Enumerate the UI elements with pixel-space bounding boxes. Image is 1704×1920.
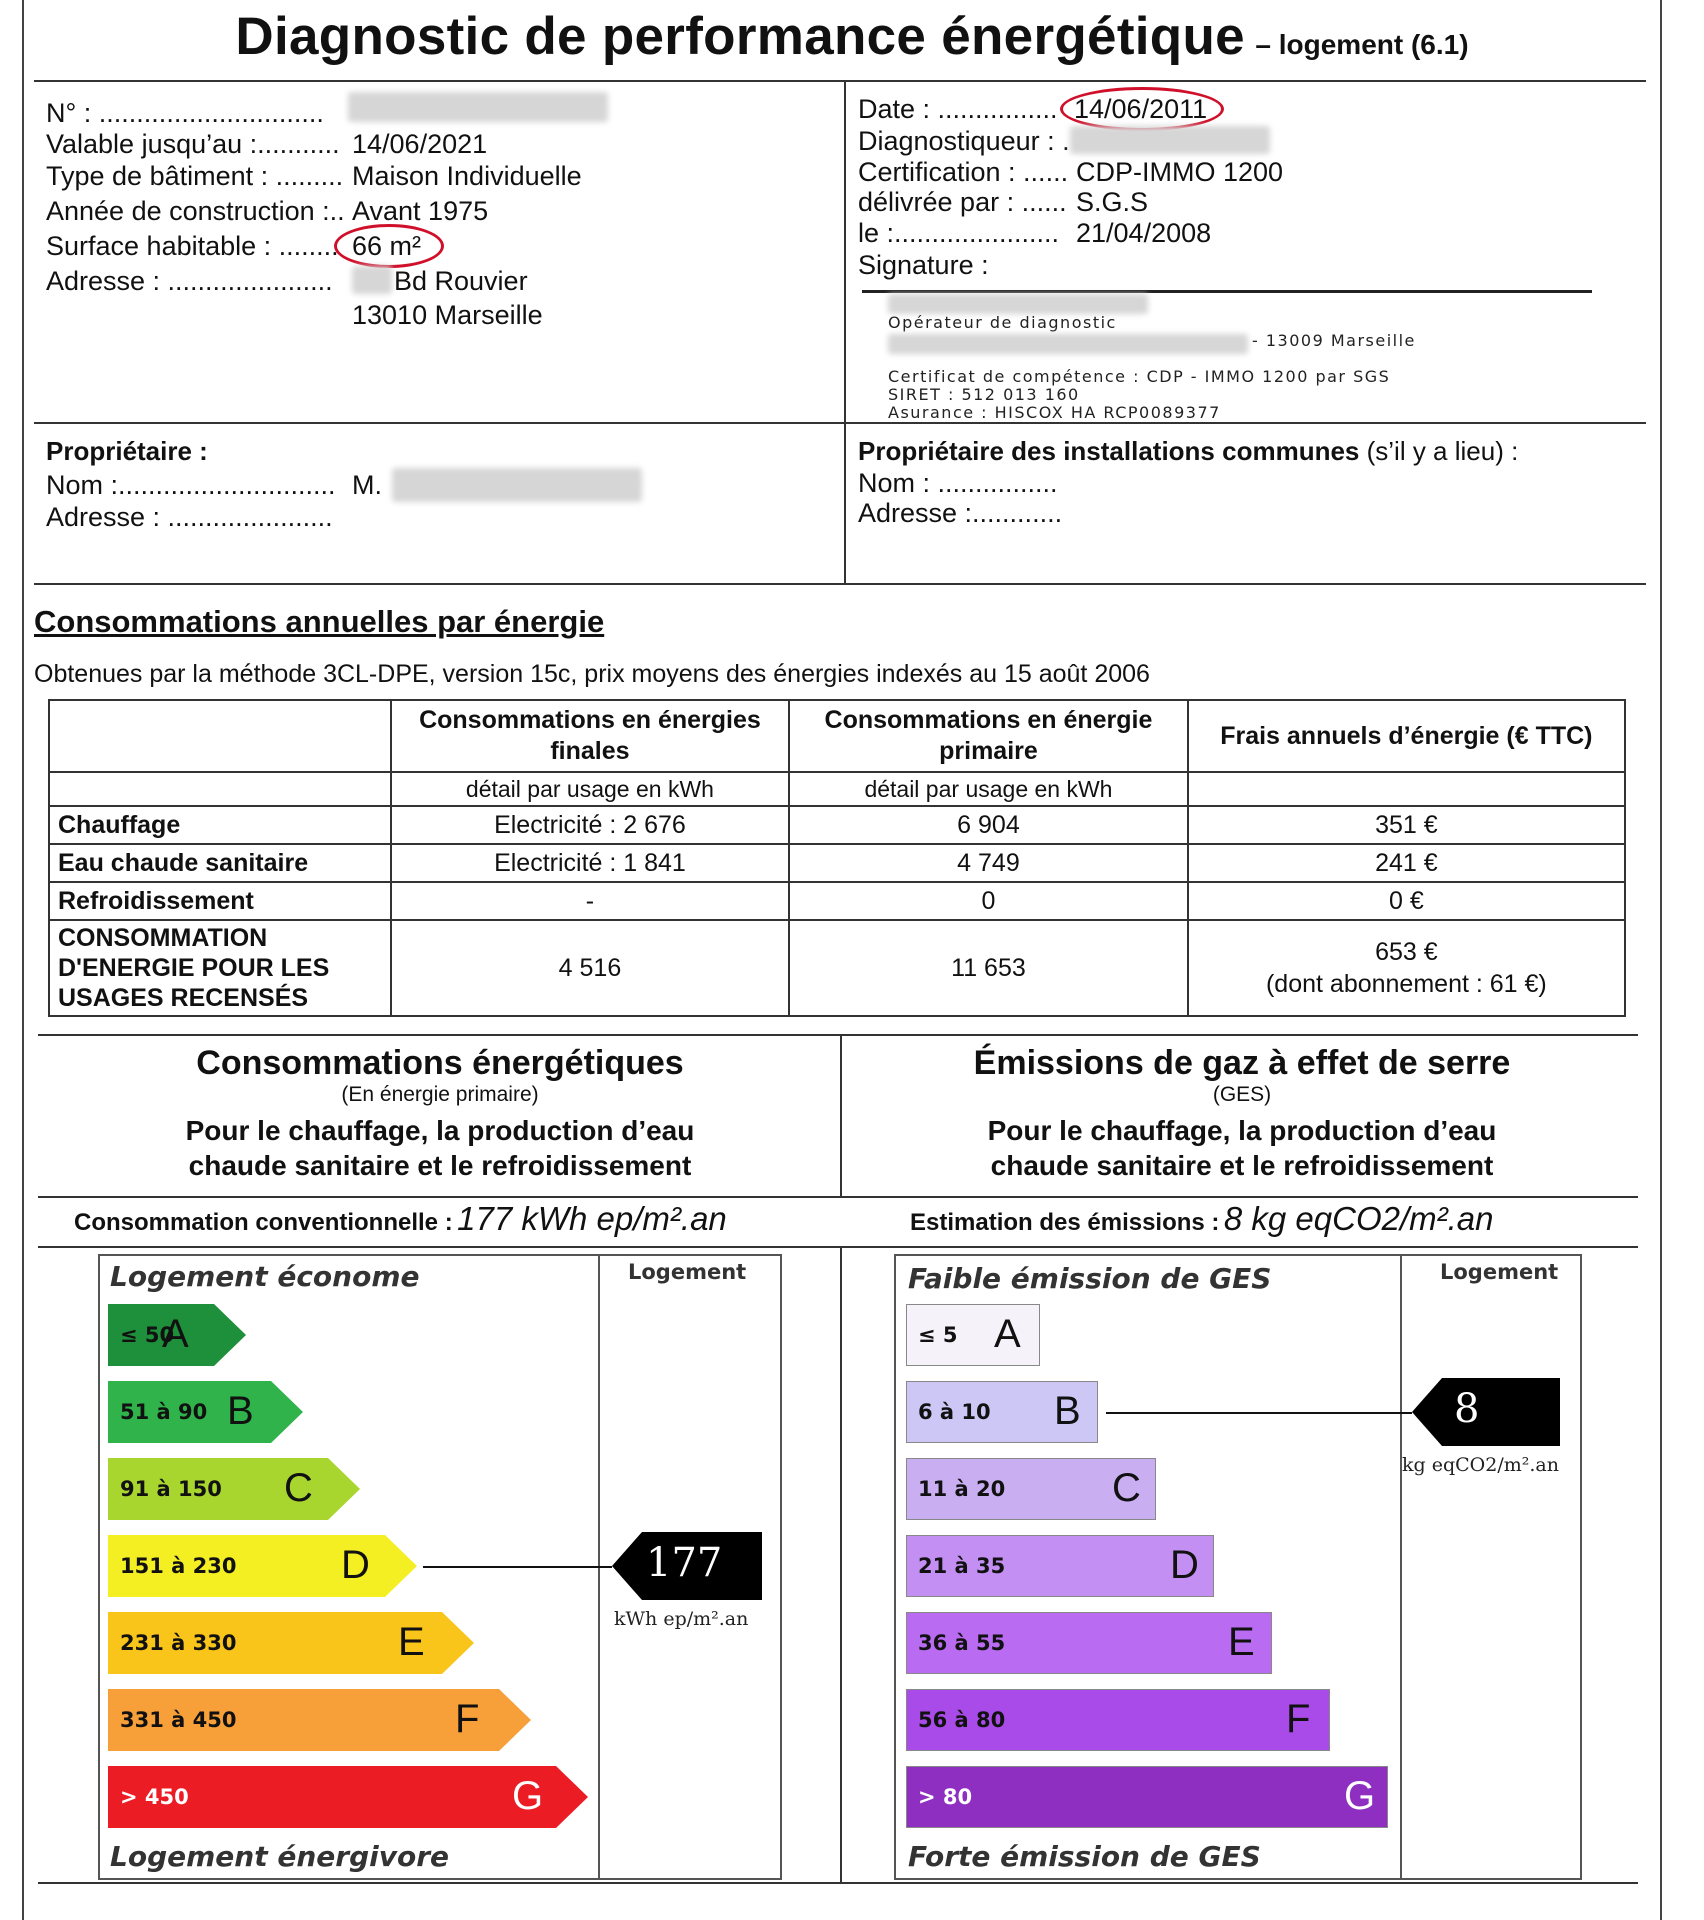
class-letter: G: [512, 1774, 544, 1818]
signature-label: Signature :: [858, 250, 989, 280]
redacted-street-number: [352, 266, 392, 294]
class-letter: G: [1344, 1774, 1376, 1818]
title-main: Diagnostic de performance énergétique: [235, 7, 1245, 66]
table-row: [49, 806, 1625, 844]
class-letter: B: [1054, 1389, 1081, 1433]
divider-labels-mid: [38, 1196, 1638, 1198]
consommations-table: [48, 699, 1626, 1017]
proprietaire-nom-row: [46, 468, 382, 502]
ges-label-separator: [1400, 1254, 1402, 1880]
proprietaire-nom-label: Nom :.............................: [46, 470, 336, 500]
class-bar-d: [906, 1535, 1214, 1597]
surface-highlight-circle: [334, 224, 444, 268]
ges-title: Émissions de gaz à effet de serre: [973, 1044, 1511, 1082]
ges-conv-value: 8 kg eqCO2/m².an: [1223, 1200, 1494, 1237]
divider-labels-conv: [38, 1246, 1638, 1248]
energie-top-text: Logement économe: [110, 1260, 420, 1293]
table-cell: Chauffage: [49, 806, 391, 844]
table-header: Consommations en énergies finales: [391, 700, 790, 772]
pointer-shape: [1412, 1378, 1560, 1446]
class-bar-g: [906, 1766, 1388, 1828]
class-range: 11 à 20: [918, 1477, 1006, 1501]
surface-label: Surface habitable : ........: [46, 231, 339, 261]
class-letter: E: [398, 1620, 425, 1664]
annee-label: Année de construction :..: [46, 196, 345, 226]
total-abonnement: (dont abonnement : 61 €): [1265, 970, 1547, 998]
valable-value: 14/06/2021: [352, 129, 488, 159]
ges-header: [842, 1044, 1642, 1183]
energie-conv-value: 177 kWh ep/m².an: [457, 1200, 727, 1237]
total-frais-cell: [1188, 920, 1625, 1016]
table-cell: Refroidissement: [49, 882, 391, 920]
table-header-row: [49, 700, 1625, 772]
class-bar-a: [108, 1304, 246, 1366]
table-subheader-row: [49, 772, 1625, 806]
annee-value: Avant 1975: [352, 196, 489, 226]
table-cell: Eau chaude sanitaire: [49, 844, 391, 882]
delivre-label: délivrée par : ......: [858, 187, 1067, 217]
class-range: 91 à 150: [120, 1477, 222, 1501]
class-letter: B: [227, 1389, 254, 1433]
table-total-row: [49, 920, 1625, 1016]
table-header: Consommations en énergie primaire: [789, 700, 1188, 772]
table-subheader: détail par usage en kWh: [391, 772, 790, 806]
divider-labels-top: [38, 1034, 1638, 1036]
date-value: 14/06/2011: [1074, 94, 1208, 124]
annee-row: [46, 194, 489, 228]
consommations-title: Consommations annuelles par énergie: [34, 604, 605, 639]
adresse-label: Adresse : ......................: [46, 266, 333, 296]
divider-labels-vertical-lower: [840, 1248, 842, 1884]
class-range: 51 à 90: [120, 1400, 208, 1424]
table-cell: -: [391, 882, 790, 920]
class-range: ≤ 5: [918, 1323, 958, 1347]
table-header: [49, 700, 391, 772]
class-letter: C: [1112, 1466, 1141, 1510]
proprietaire-nom-value: M.: [352, 470, 382, 500]
certification-label: Certification : ......: [858, 157, 1069, 187]
table-row: [49, 882, 1625, 920]
class-letter: F: [1286, 1697, 1311, 1741]
table-header: Frais annuels d’énergie (€ TTC): [1188, 700, 1625, 772]
redacted-diagnostiqueur: [1070, 126, 1270, 154]
numero-label: N° : ..............................: [46, 98, 324, 128]
table-cell: 6 904: [789, 806, 1188, 844]
type-label: Type de bâtiment : .........: [46, 161, 344, 191]
adresse-row: [46, 264, 528, 298]
ges-unit: kg eqCO2/m².an: [1402, 1454, 1559, 1476]
diagnostiqueur-label: Diagnostiqueur : .: [858, 126, 1070, 156]
divider-top: [34, 80, 1646, 82]
energie-unit: kWh ep/m².an: [614, 1608, 749, 1630]
class-range: > 450: [120, 1785, 189, 1809]
ges-bottom-text: Forte émission de GES: [908, 1840, 1261, 1873]
class-range: > 80: [918, 1785, 973, 1809]
le-value: 21/04/2008: [1076, 218, 1212, 248]
adresse-line1: Bd Rouvier: [394, 266, 528, 296]
total-primaire: 11 653: [789, 920, 1188, 1016]
communes-adresse-label: Adresse :............: [858, 498, 1063, 528]
adresse-line2: 13010 Marseille: [352, 300, 543, 330]
current-value-pointer: [1412, 1378, 1560, 1451]
valable-label: Valable jusqu’au :...........: [46, 129, 340, 159]
table-cell: Electricité : 1 841: [391, 844, 790, 882]
divider-info-bottom: [34, 583, 1646, 585]
energie-header: [40, 1044, 840, 1183]
class-range: 331 à 450: [120, 1708, 237, 1732]
energie-conv-label: Consommation conventionnelle :: [74, 1209, 453, 1236]
class-range: 21 à 35: [918, 1554, 1006, 1578]
redacted-owner-name: [392, 468, 642, 502]
stamp-line2: - 13009 Marseille: [1252, 331, 1416, 350]
proprietaire-title: Propriétaire :: [46, 436, 208, 466]
class-range: 56 à 80: [918, 1708, 1006, 1732]
surface-row: [46, 229, 422, 263]
current-value-pointer: [612, 1532, 762, 1605]
class-letter: F: [455, 1697, 480, 1741]
class-bar-d: [108, 1535, 417, 1597]
class-letter: D: [1170, 1543, 1199, 1587]
class-range: ≤ 50: [120, 1323, 175, 1347]
communes-nom-label: Nom : ................: [858, 468, 1058, 498]
title-sub: – logement (6.1): [1255, 29, 1469, 60]
numero-row: [46, 96, 324, 130]
type-row: [46, 159, 582, 193]
date-row: [858, 92, 1208, 126]
ges-desc: Pour le chauffage, la production d’eau chaude sanitaire et le refroidissement: [987, 1115, 1497, 1181]
table-cell: 0 €: [1188, 882, 1625, 920]
class-range: 6 à 10: [918, 1400, 991, 1424]
class-bar-f: [108, 1689, 531, 1751]
energie-logement-header: Logement: [628, 1260, 747, 1284]
class-letter: E: [1228, 1620, 1255, 1664]
proprietaire-communes-title: Propriétaire des installations communes: [858, 436, 1360, 466]
ges-conv-label: Estimation des émissions :: [910, 1209, 1220, 1236]
total-label: CONSOMMATION D'ENERGIE POUR LES USAGES RECENSÉS: [49, 920, 391, 1016]
redacted-stamp-address: [888, 334, 1248, 354]
table-cell: Electricité : 2 676: [391, 806, 790, 844]
stamp-line5: Asurance : HISCOX HA RCP0089377: [888, 403, 1221, 422]
class-bar-f: [906, 1689, 1330, 1751]
proprietaire-adresse-label: Adresse : ......................: [46, 502, 333, 532]
class-range: 151 à 230: [120, 1554, 237, 1578]
class-bar-b: [108, 1381, 303, 1443]
class-bar-shape: [906, 1766, 1388, 1828]
divider-mid: [34, 422, 1646, 424]
certification-row: [858, 155, 1284, 189]
proprietaire-communes-title-suffix: (s’il y a lieu) :: [1359, 436, 1519, 466]
valable-row: [46, 127, 488, 161]
energie-subtitle: (En énergie primaire): [341, 1083, 539, 1106]
table-subheader: détail par usage en kWh: [789, 772, 1188, 806]
table-subheader: [1188, 772, 1625, 806]
ges-subtitle: (GES): [1212, 1083, 1272, 1106]
surface-value: 66 m²: [352, 231, 422, 261]
class-range: 36 à 55: [918, 1631, 1006, 1655]
divider-vertical-top: [844, 80, 846, 584]
class-bar-a: [906, 1304, 1040, 1366]
table-cell: 0: [789, 882, 1188, 920]
consommations-subtitle: Obtenues par la méthode 3CL-DPE, version 15c, prix moyens des énergies indexés au 15 août 2006: [34, 660, 1150, 688]
le-row: [858, 216, 1212, 250]
class-bar-c: [906, 1458, 1156, 1520]
ges-conv: [910, 1200, 1494, 1238]
redacted-stamp-name: [888, 294, 1148, 314]
table-cell: 241 €: [1188, 844, 1625, 882]
stamp-line4: SIRET : 512 013 160: [888, 385, 1080, 404]
le-label: le :......................: [858, 218, 1060, 248]
class-bar-g: [108, 1766, 588, 1828]
pointer-connector: [1106, 1412, 1412, 1414]
class-bar-c: [108, 1458, 360, 1520]
table-cell: 4 749: [789, 844, 1188, 882]
table-row: [49, 844, 1625, 882]
divider-bottom: [38, 1882, 1638, 1884]
class-bar-e: [906, 1612, 1272, 1674]
class-range: 231 à 330: [120, 1631, 237, 1655]
date-label: Date : ................: [858, 94, 1058, 124]
energie-desc: Pour le chauffage, la production d’eau chaude sanitaire et le refroidissement: [185, 1115, 695, 1181]
stamp-line3: Certificat de compétence : CDP - IMMO 1200 par SGS: [888, 367, 1391, 386]
page-title: [0, 6, 1704, 67]
pointer-value: 8: [1454, 1386, 1480, 1432]
diagnostiqueur-row: [858, 124, 1070, 158]
class-letter: A: [994, 1312, 1021, 1356]
delivre-value: S.G.S: [1076, 187, 1149, 217]
stamp-line1: Opérateur de diagnostic: [888, 313, 1117, 332]
class-bar-b: [906, 1381, 1098, 1443]
delivre-row: [858, 185, 1149, 219]
pointer-connector: [423, 1566, 612, 1568]
class-letter: C: [284, 1466, 313, 1510]
type-value: Maison Individuelle: [352, 161, 582, 191]
table-subheader: [49, 772, 391, 806]
class-bar-e: [108, 1612, 474, 1674]
proprietaire-communes-title-row: [858, 436, 1518, 467]
table-cell: 351 €: [1188, 806, 1625, 844]
class-letter: A: [162, 1312, 189, 1356]
energie-bottom-text: Logement énergivore: [110, 1840, 449, 1873]
date-highlight-circle: [1060, 87, 1224, 131]
ges-top-text: Faible émission de GES: [908, 1262, 1272, 1295]
total-frais: 653 €: [1375, 938, 1438, 966]
pointer-value: 177: [646, 1540, 723, 1586]
energie-conv: [74, 1200, 727, 1238]
redacted-number: [348, 92, 608, 122]
total-finale: 4 516: [391, 920, 790, 1016]
certification-value: CDP-IMMO 1200: [1076, 157, 1284, 187]
energie-title: Consommations énergétiques: [196, 1044, 684, 1082]
signature-line: [862, 290, 1592, 293]
ges-logement-header: Logement: [1440, 1260, 1559, 1284]
class-letter: D: [341, 1543, 370, 1587]
